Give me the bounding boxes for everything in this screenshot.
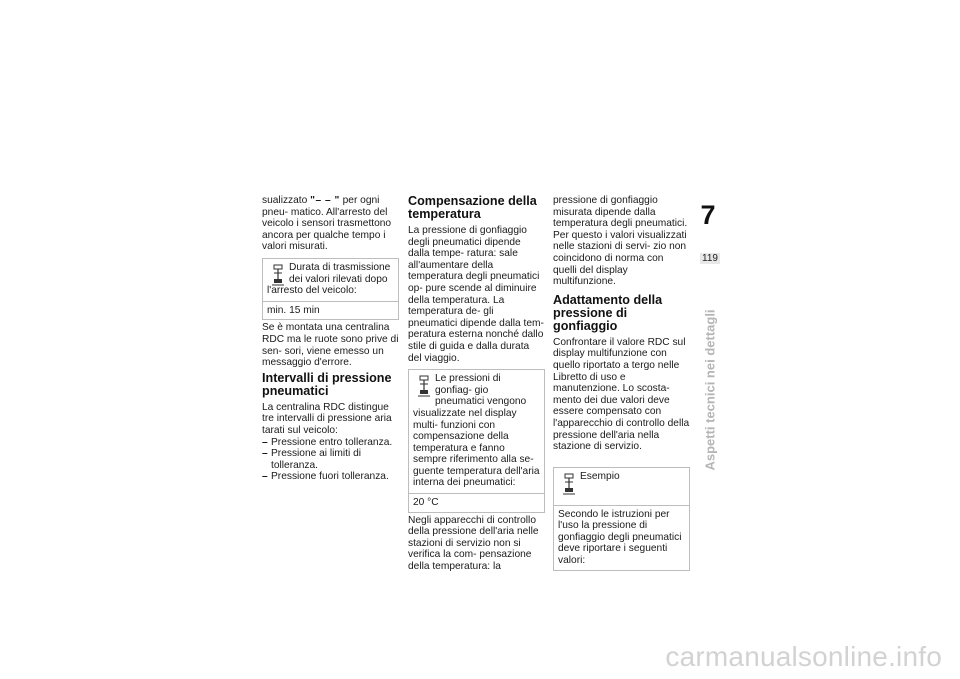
service-station-paragraph: Negli apparecchi di controllo della pressione dell'aria nelle stazioni di servizio non si verifica la com- pensazione della temperatura: la (408, 514, 539, 573)
box-head (263, 259, 398, 301)
box-value: 20 °C (409, 493, 544, 512)
tire-pressure-gauge-icon (562, 473, 576, 495)
adjustment-paragraph: Confrontare il valore RDC sul display multifunzione con quello riportato a tergo nelle Libretto di uso e manutenzione. Lo scosta- mento dei due valori deve essere compensato con l'apparecchio di controllo della pressione dell'aria nella stazione di servizio. (553, 336, 690, 453)
page-number: 119 (702, 253, 718, 264)
intro-text-start: sualizzato (262, 195, 311, 206)
box-value: min. 15 min (263, 301, 398, 320)
list-dash: – (262, 436, 268, 448)
text-column-3 (553, 195, 690, 573)
box-rest-text: visualizzate nel display multi- funzioni con compensazione della temperatura e fanno sempre riferimento alla se- guente temperatura dell'aria interna dei pneumatici: (413, 407, 540, 489)
list-item-text: Pressione ai limiti di tolleranza. (271, 448, 362, 471)
list-item (262, 437, 399, 449)
chapter-number: 7 (700, 200, 716, 230)
temperature-paragraph: La pressione di gonfiaggio degli pneumatici dipende dalla tempe- ratura: sale all'aumentare della temperatura degli pneumatici op- pure scende al diminuire della temperatura. La temperatura de- gli pneumatici dipende dalla tem- peratura esterna nonché dallo stile di guida e dalla durata del viaggio. (408, 225, 544, 364)
box-lead-text: Le pressioni di gonfiag- gio pneumatici vengono (435, 373, 527, 408)
text-column-2 (408, 195, 545, 573)
box-head (554, 468, 689, 505)
chapter-title-vertical: Aspetti tecnici nei dettagli (702, 309, 718, 471)
section-heading-pressure-ranges: Intervalli di pressione pneumatici (262, 370, 392, 398)
box-lead-text: Esempio (580, 470, 620, 482)
list-item-text: Pressione entro tolleranza. (271, 436, 393, 448)
section-heading-temperature-compensation: Compensazione della temperatura (408, 194, 537, 221)
box-lead-text: Durata di trasmissione dei valori rilevati dopo (289, 261, 391, 285)
section-heading-pressure-adjustment: Adattamento della pressione di gonfiaggio (553, 292, 663, 333)
tire-pressure-gauge-icon (271, 264, 285, 286)
transmission-duration-box (262, 258, 399, 320)
example-box (553, 467, 690, 571)
watermark: carmanualsonline.info (665, 641, 942, 672)
list-dash: – (262, 471, 268, 483)
text-column-1 (262, 195, 399, 483)
list-item-text: Pressione fuori tolleranza. (271, 471, 389, 483)
pressure-ranges-list (262, 437, 399, 483)
intro-text-end: per ogni pneu- matico. All'arresto del veicolo i sensori trasmettono ancora per qualche tempo i valori misurati. (262, 195, 392, 253)
list-item (262, 448, 399, 471)
intro-paragraph (262, 195, 399, 253)
continued-paragraph: pressione di gonfiaggio misurata dipende dalla temperatura degli pneumatici. Per questo i valori visualizzati nelle stazioni di servi- zio non coincidono di norma con quelli del display multifunzione. (553, 195, 688, 288)
list-dash: – (262, 448, 268, 460)
box-head (409, 370, 544, 493)
box-rest-text: l'arresto del veicolo: (267, 285, 357, 297)
display-dashes: "– – " (310, 195, 340, 206)
box-value: Secondo le istruzioni per l'uso la pressione di gonfiaggio degli pneumatici deve riportare i seguenti valori: (554, 505, 689, 570)
list-item (262, 471, 399, 483)
reference-temperature-box (408, 369, 545, 513)
rdc-error-paragraph: Se è montata una centralina RDC ma le ruote sono prive di sen- sori, viene emesso un messaggio d'errore. (262, 322, 399, 369)
tire-pressure-gauge-icon (417, 375, 431, 397)
ranges-intro-paragraph: La centralina RDC distingue tre intervalli di pressione aria tarati sul veicolo: (262, 401, 392, 436)
